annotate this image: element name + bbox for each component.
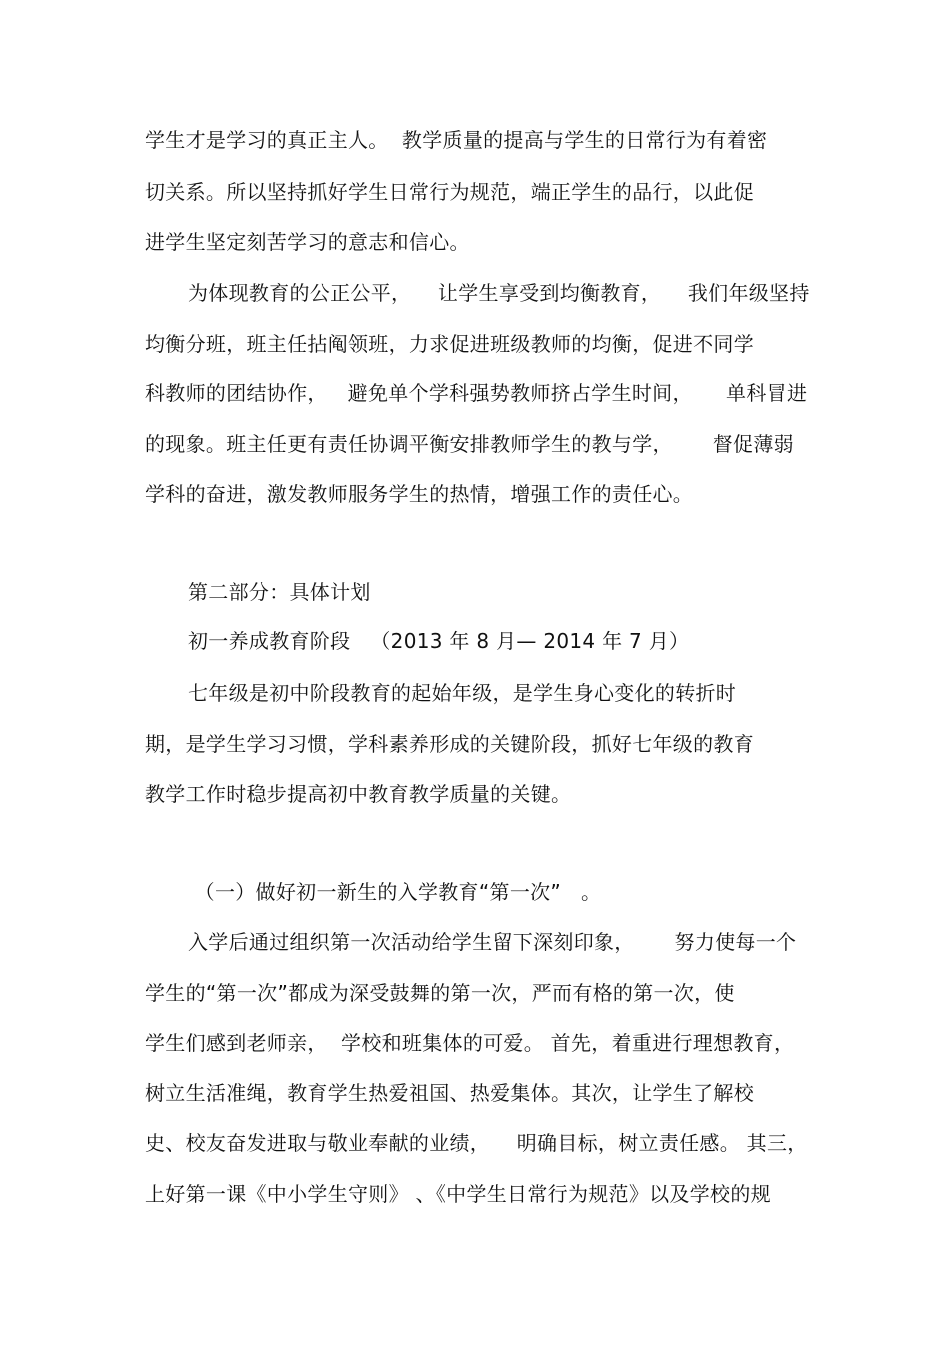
paragraph-first-line: 七年级是初中阶段教育的起始年级，是学生身心变化的转折时 (188, 681, 737, 705)
text-line: 教学工作时稳步提高初中教育教学质量的关键。 (145, 782, 572, 806)
text-line: 树立生活准绳，教育学生热爱祖国、热爱集体。其次，让学生了解校 (145, 1081, 754, 1105)
text-line: 学生们感到老师亲， 学校和班集体的可爱。 首先，着重进行理想教育， (145, 1031, 795, 1055)
text-line: 期，是学生学习习惯，学科素养形成的关键阶段，抓好七年级的教育 (145, 732, 754, 756)
text-line: 的现象。班主任更有责任协调平衡安排教师学生的教与学， 督促薄弱 (145, 432, 794, 456)
text-line: 学科的奋进，激发教师服务学生的热情，增强工作的责任心。 (145, 482, 694, 506)
paragraph-first-line: 为体现教育的公正公平， 让学生享受到均衡教育， 我们年级坚持 (188, 281, 810, 305)
subsection-heading: 初一养成教育阶段 （2013 年 8 月— 2014 年 7 月） (188, 629, 690, 653)
text-line: 学生的“第一次”都成为深受鼓舞的第一次，严而有格的第一次，使 (145, 981, 735, 1005)
text-line: 上好第一课《中小学生守则》 、《中学生日常行为规范》以及学校的规 (145, 1182, 771, 1206)
text-line: 进学生坚定刻苦学习的意志和信心。 (145, 230, 470, 254)
text-line: 学生才是学习的真正主人。 教学质量的提高与学生的日常行为有着密 (145, 128, 768, 152)
text-line: 切关系。所以坚持抓好学生日常行为规范，端正学生的品行，以此促 (145, 180, 754, 204)
item-heading: （一）做好初一新生的入学教育“第一次” 。 (188, 880, 602, 904)
section-heading: 第二部分：具体计划 (188, 580, 371, 604)
text-line: 科教师的团结协作， 避免单个学科强势教师挤占学生时间， 单科冒进 (145, 381, 808, 405)
text-line: 史、校友奋发进取与敬业奉献的业绩， 明确目标，树立责任感。 其三， (145, 1131, 808, 1155)
text-line: 均衡分班，班主任拈阄领班，力求促进班级教师的均衡，促进不同学 (145, 332, 754, 356)
paragraph-first-line: 入学后通过组织第一次活动给学生留下深刻印象， 努力使每一个 (188, 930, 797, 954)
